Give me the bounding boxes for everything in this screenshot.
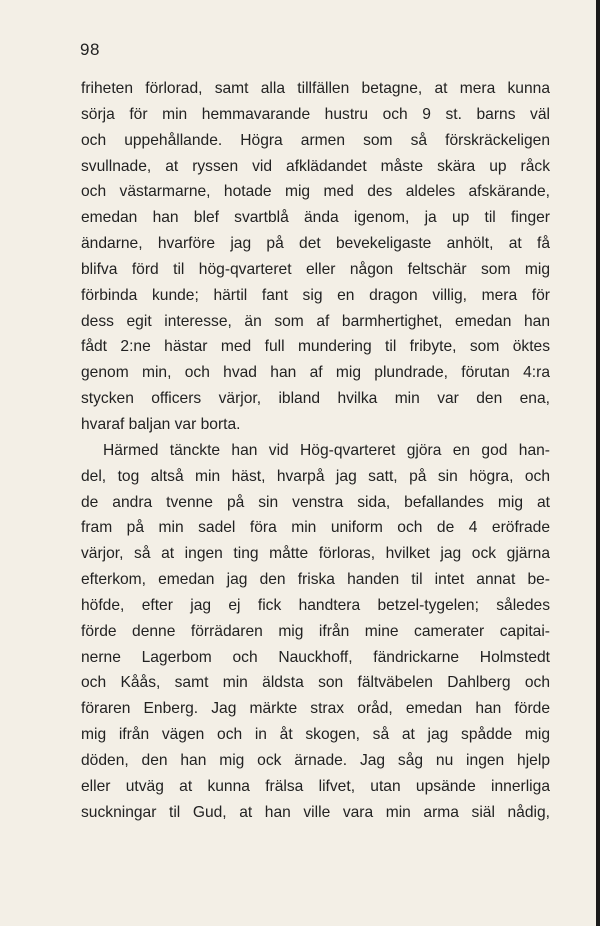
text-line: svullnade, at ryssen vid afklädandet måste skära up råck [81, 157, 550, 175]
text-line: friheten förlorad, samt alla tillfällen betagne, at mera kunna [81, 80, 550, 97]
text-line: döden, den han mig ock ärnade. Jag såg nu ingen hjelp [81, 751, 550, 769]
text-line: stycken officers värjor, ibland hvilka min var den ena, [81, 390, 550, 408]
text-line: värjor, så at ingen ting måtte förloras, hvilket jag ock gjärna [81, 545, 550, 563]
text-line: eller utväg at kunna frälsa lifvet, utan upsände innerliga [81, 777, 550, 795]
text-line: de andra tvenne på sin venstra sida, befallandes mig at [81, 493, 550, 511]
text-line: genom min, och hvad han af mig plundrade, förutan 4:ra [81, 364, 550, 382]
text-line: fådt 2:ne hästar med full mundering til fribyte, som öktes [81, 338, 550, 356]
page-edge-shadow [596, 0, 600, 926]
text-line: dess egit interesse, än som af barmhertighet, emedan han [81, 312, 550, 330]
text-line: och uppehållande. Högra armen som så förskräckeligen [81, 131, 550, 149]
paragraph-2 [81, 438, 550, 826]
text-line: och västarmarne, hotade mig med des aldeles afskärande, [81, 183, 550, 201]
text-line: del, tog altså min häst, hvarpå jag satt, på sin högra, och [81, 467, 550, 485]
text-line: mig ifrån vägen och in åt skogen, så at jag spådde mig [81, 726, 550, 744]
text-line: emedan han blef svartblå ända igenom, ja up til finger [81, 209, 550, 227]
text-line: ändarne, hvarföre jag på det bevekeligaste anhölt, at få [81, 235, 550, 253]
text-line: fram på min sadel föra min uniform och de 4 eröfrade [81, 519, 550, 537]
text-line: blifva förd til hög-qvarteret eller någon feltschär som mig [81, 260, 550, 278]
page-number: 98 [80, 40, 100, 59]
text-line: förde denne förrädaren mig ifrån mine camerater capitai- [81, 622, 550, 640]
text-line: Härmed tänckte han vid Hög-qvarteret gjöra en god han- [103, 441, 550, 459]
text-line: höfde, efter jag ej fick handtera betzel-tygelen; således [81, 596, 550, 614]
text-line: suckningar til Gud, at han ville vara min arma siäl nådig, [81, 803, 550, 821]
text-line: efterkom, emedan jag den friska handen til intet annat be- [81, 571, 550, 589]
text-line: sörja för min hemmavarande hustru och 9 st. barns väl [81, 105, 550, 123]
text-line: föraren Enberg. Jag märkte strax oråd, emedan han förde [81, 700, 550, 718]
body-text [81, 76, 550, 825]
text-line: nerne Lagerbom och Nauckhoff, fändrickarne Holmstedt [81, 648, 550, 666]
text-line: och Kåås, samt min äldsta son fältväbelen Dahlberg och [81, 674, 550, 692]
text-line: hvaraf baljan var borta. [81, 415, 241, 433]
paragraph-1 [81, 76, 550, 438]
text-line: förbinda kunde; härtil fant sig en dragon villig, mera för [81, 286, 550, 304]
